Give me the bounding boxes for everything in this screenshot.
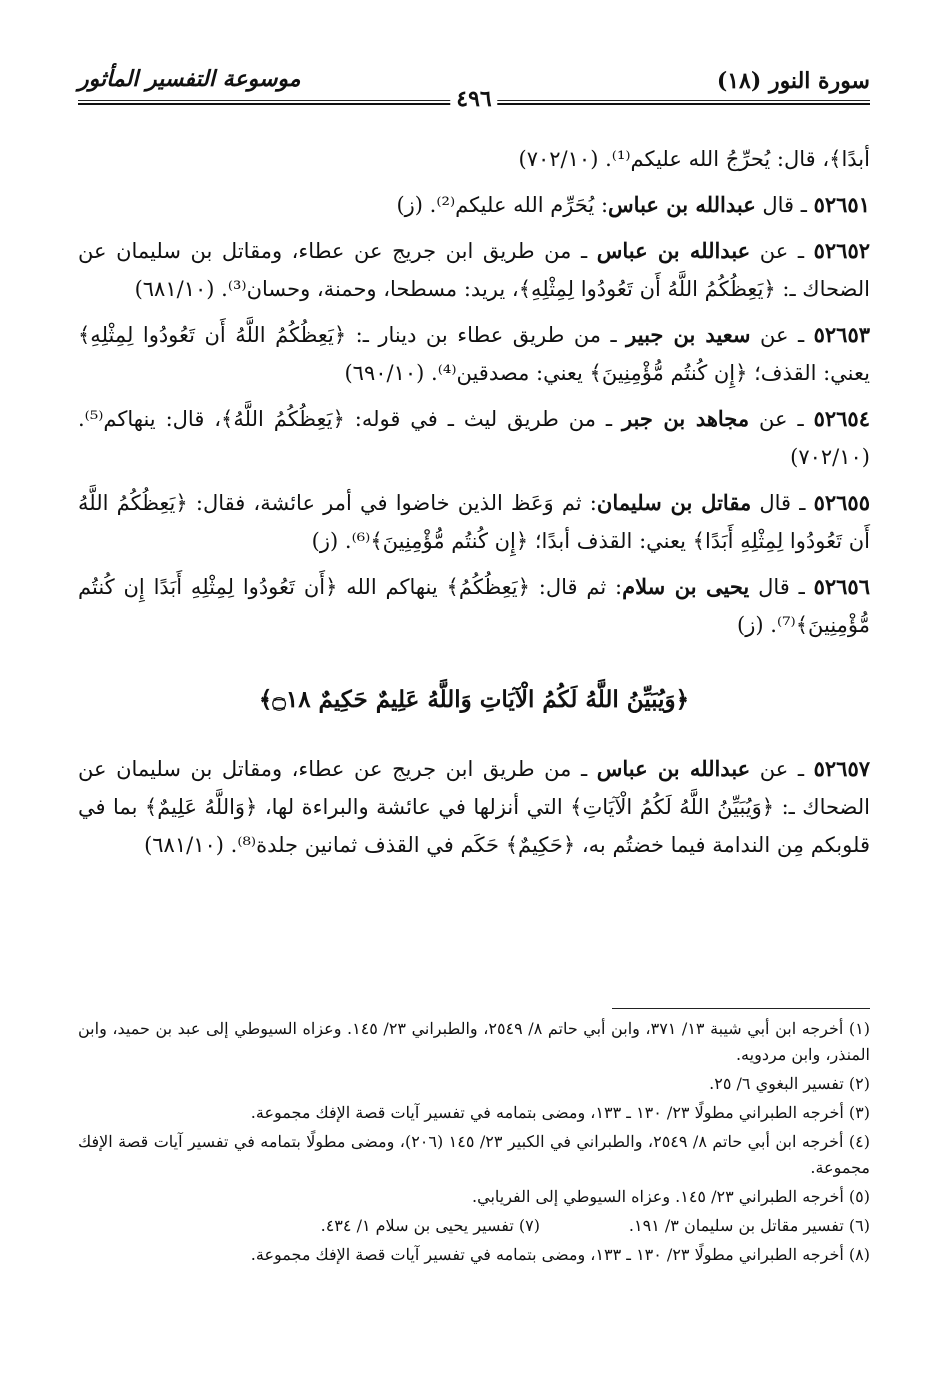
entry-intro: ـ قال [755,193,814,217]
page-number: ٤٩٦ [450,86,497,112]
footnote: (٧) تفسير يحيى بن سلام ١/ ٤٣٤. [320,1216,540,1235]
entry [78,232,870,308]
entry-text: : ثم قال: ﴿يَعِظُكُمُ﴾ ينهاكم الله ﴿أَن تَعُودُوا لِمِثْلِهِ أَبَدًا إِن كُنتُم مُّؤْمِنِينَ﴾⁽⁷⁾. [78,575,870,637]
main-text [78,140,870,872]
entry-number: ٥٢٦٥٤ [813,406,870,431]
footnote: (٣) أخرجه الطبراني مطولًا ٢٣/ ١٣٠ ـ ١٣٣، ومضى بتمامه في تفسير آيات قصة الإفك مجموعة. [250,1103,870,1122]
narrator-name: يحيى بن سلام [622,574,750,599]
entry-number: ٥٢٦٥٧ [813,756,871,781]
entry-text: ـ من طريق عطاء بن دينار ـ: ﴿يَعِظُكُمُ اللَّهُ أَن تَعُودُوا لِمِثْلِهِ﴾ يعني: القذف؛ ﴿إِن كُنتُم مُّؤْمِنِينَ﴾ يعني: مصدقين⁽⁴⁾. [78,323,870,385]
entry-text: ـ من طريق ليث ـ في قوله: ﴿يَعِظُكُمُ اللَّهُ﴾، قال: ينهاكم⁽⁵⁾. [78,407,622,431]
narrator-name: عبدالله بن عباس [608,192,756,217]
footnote: (٨) أخرجه الطبراني مطولًا ٢٣/ ١٣٠ ـ ١٣٣، ومضى بتمامه في تفسير آيات قصة الإفك مجموعة. [250,1245,870,1264]
entry-intro: ـ قال [751,491,814,515]
surah-title: سورة النور (١٨) [716,68,870,94]
entry-text: ـ من طريق ابن جريج عن عطاء، ومقاتل بن سليمان عن الضحاك ـ: ﴿وَيُبَيِّنُ اللَّهُ لَكُمُ الْآيَاتِ﴾ التي أنزلها في عائشة والبراءة لها، ﴿وَاللَّهُ عَلِيمٌ﴾ بما في قلوبكم مِن الندامة فيما خضتُم به، ﴿حَكِيمٌ﴾ حَكَم في القذف ثمانين جلدة⁽⁸⁾. [78,757,870,857]
entry-intro: ـ عن [750,323,814,347]
footnote: (٤) أخرجه ابن أبي حاتم ٨/ ٢٥٤٩، والطبراني في الكبير ٢٣/ ١٤٥ (٢٠٦)، ومضى مطولًا بتمامه في تفسير آيات قصة الإفك مجموعة. [78,1132,871,1177]
narrator-name: عبدالله بن عباس [596,756,751,781]
entry-number: ٥٢٦٥٥ [813,490,870,515]
entry [78,750,870,864]
narrator-name: مجاهد بن جبر [621,406,750,431]
entry [78,484,870,560]
entry-intro: ـ عن [749,407,814,431]
entry-text: : ثم وَعَظ الذين خاضوا في أمر عائشة، فقال: ﴿يَعِظُكُمُ اللَّهُ أَن تَعُودُوا لِمِثْلِهِ أَبَدًا﴾ يعني: القذف أبدًا؛ ﴿إِن كُنتُم مُّؤْمِنِينَ﴾⁽⁶⁾. [78,491,870,553]
page-header [78,62,870,122]
quran-verse: ﴿وَيُبَيِّنُ اللَّهُ لَكُمُ الْآيَاتِ وَاللَّهُ عَلِيمٌ حَكِيمٌ ۝١٨﴾ [258,686,690,713]
entry-reference: (ز) [311,529,339,553]
entry [78,186,870,224]
entry [78,316,870,392]
entry-number: ٥٢٦٥١ [813,192,870,217]
footnote: (٦) تفسير مقاتل بن سليمان ٣/ ١٩١. [628,1216,870,1235]
entry-reference: (٦٩٠/١٠) [344,361,425,385]
entry-text: ـ من طريق ابن جريج عن عطاء، ومقاتل بن سليمان عن الضحاك ـ: ﴿يَعِظُكُمُ اللَّهُ أَن تَعُودُوا لِمِثْلِهِ﴾، يريد: مسطحا، وحمنة، وحسان⁽³⁾. [78,239,870,301]
narrator-name: مقاتل بن سليمان [596,490,752,515]
entry [78,400,870,476]
footnote: (١) أخرجه ابن أبي شيبة ١٣/ ٣٧١، وابن أبي حاتم ٨/ ٢٥٤٩، والطبراني ٢٣/ ١٤٥. وعزاه السيوطي إلى عبد بن حميد، وابن المنذر، وابن مردويه. [78,1019,870,1064]
entry-number: ٥٢٦٥٢ [813,238,871,263]
book-title: موسوعة التفسير المأثور [78,66,301,92]
entry-reference: (ز) [396,193,423,217]
entry-number: ٥٢٦٥٦ [813,574,870,599]
entry-intro: ـ قال [749,575,814,599]
footnote-pair [78,1213,870,1239]
entry [78,568,870,644]
entry-text: أبدًا﴾، قال: يُحرِّجُ الله عليكم⁽¹⁾. [605,147,870,171]
footnote: (٢) تفسير البغوي ٦/ ٢٥. [709,1074,870,1093]
entry-number: ٥٢٦٥٣ [813,322,871,347]
footnote-separator [612,1008,870,1009]
entry-reference: (ز) [737,613,764,637]
footnote: (٥) أخرجه الطبراني ٢٣/ ١٤٥. وعزاه السيوطي إلى الفريابي. [472,1187,870,1206]
entry [78,140,870,178]
narrator-name: عبدالله بن عباس [596,238,751,263]
footnotes [78,1016,870,1271]
entry-reference: (٧٠٢/١٠) [790,445,870,469]
entry-reference: (٦٨١/١٠) [144,833,224,857]
entry-reference: (٧٠٢/١٠) [518,147,599,171]
entry-intro: ـ عن [750,757,814,781]
narrator-name: سعيد بن جبير [626,322,751,347]
entry-reference: (٦٨١/١٠) [134,277,215,301]
entry-text: : يُحَرِّم الله عليكم⁽²⁾. [429,193,609,217]
entry-intro: ـ عن [750,239,814,263]
